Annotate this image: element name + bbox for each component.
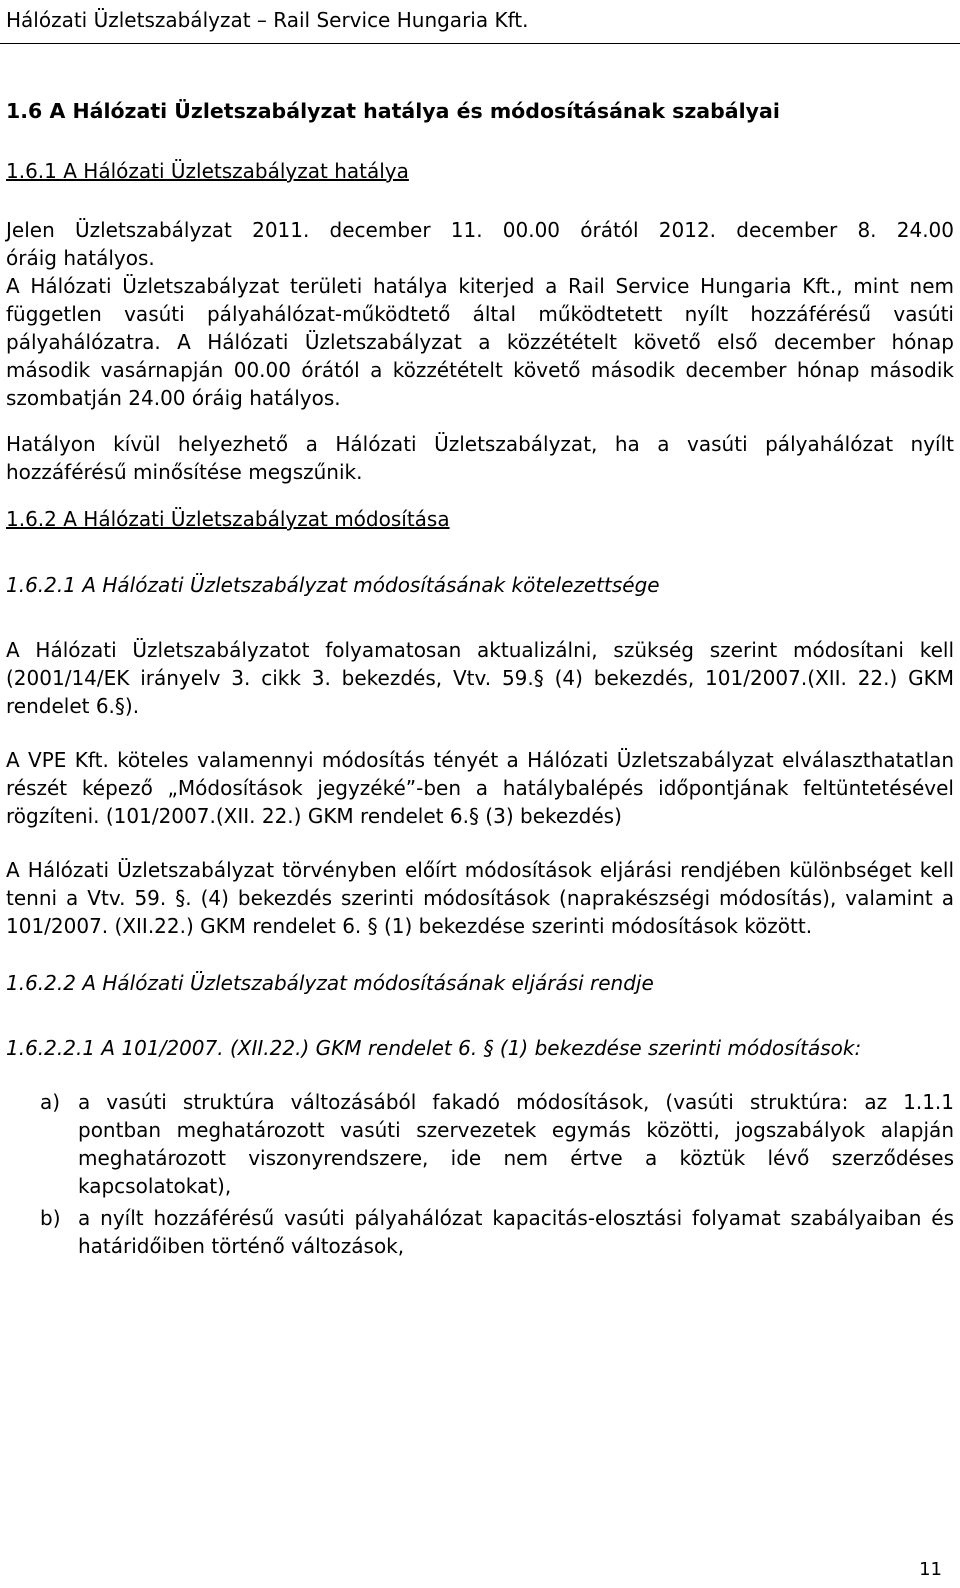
list-item	[6, 1204, 954, 1260]
list-marker: a)	[40, 1090, 61, 1114]
page-number: 11	[919, 1559, 942, 1580]
section-heading-1-6-2-1: 1.6.2.1 A Hálózati Üzletszabályzat módosításának kötelezettsége	[6, 573, 660, 597]
list-item	[6, 1088, 954, 1200]
section-heading-1-6: 1.6 A Hálózati Üzletszabályzat hatálya és módosításának szabályai	[6, 99, 780, 123]
list-item-text: a vasúti struktúra változásából fakadó módosítások, (vasúti struktúra: az 1.1.1 pontban meghatározott vasúti szervezetek egymás közötti, jogszabályok alapján meghatározott viszonyrendszere, ide nem értve a köztük lévő szerződéses kapcsolatokat),	[78, 1090, 954, 1198]
document-body	[6, 86, 954, 1264]
list-item-text: a nyílt hozzáférésű vasúti pályahálózat kapacitás-elosztási folyamat szabályaiban és határidőiben történő változások,	[78, 1206, 954, 1258]
amendment-types-list	[6, 1088, 954, 1260]
validity-line-1: Jelen Üzletszabályzat 2011. december 11. 00.00 órától 2012. december 8. 24.00	[6, 218, 954, 242]
section-heading-1-6-2-2: 1.6.2.2 A Hálózati Üzletszabályzat módosításának eljárási rendje	[6, 971, 654, 995]
section-heading-1-6-1: 1.6.1 A Hálózati Üzletszabályzat hatálya	[6, 159, 409, 183]
amendment-registry-paragraph: A VPE Kft. köteles valamennyi módosítás tényét a Hálózati Üzletszabályzat elválaszthatatlan részét képező „Módosítások jegyzéké”-ben a hatálybalépés időpontjának feltüntetésével rögzíteni. (101/2007.(XII. 22.) GKM rendelet 6.§ (3) bekezdés)	[6, 748, 954, 828]
section-heading-1-6-2: 1.6.2 A Hálózati Üzletszabályzat módosítása	[6, 507, 450, 531]
validity-line-2: óráig hatályos.	[6, 246, 155, 270]
amendment-distinction-paragraph: A Hálózati Üzletszabályzat törvényben előírt módosítások eljárási rendjében különbséget kell tenni a Vtv. 59. §. (4) bekezdés szerinti módosítások (naprakészségi módosítás), valamint a 101/2007. (XII.22.) GKM rendelet 6. § (1) bekezdése szerinti módosítások között.	[6, 858, 954, 938]
list-marker: b)	[40, 1206, 61, 1230]
amendment-obligation-paragraph: A Hálózati Üzletszabályzatot folyamatosan aktualizálni, szükség szerint módosítani kell (2001/14/EK irányelv 3. cikk 3. bekezdés, Vtv. 59.§ (4) bekezdés, 101/2007.(XII. 22.) GKM rendelet 6.§).	[6, 638, 954, 718]
running-header: Hálózati Üzletszabályzat – Rail Service Hungaria Kft.	[0, 0, 960, 44]
revocation-paragraph: Hatályon kívül helyezhető a Hálózati Üzletszabályzat, ha a vasúti pályahálózat nyílt hozzáférésű minősítése megszűnik.	[6, 432, 954, 484]
territorial-scope-paragraph: A Hálózati Üzletszabályzat területi hatálya kiterjed a Rail Service Hungaria Kft., mint nem független vasúti pályahálózat-működtető által működtetett nyílt hozzáférésű vasúti pályahálózatra. A Hálózati Üzletszabályzat a közzétételt követő első december hónap második vasárnapján 00.00 órától a közzétételt követő második december hónap második szombatján 24.00 óráig hatályos.	[6, 274, 954, 410]
section-heading-1-6-2-2-1: 1.6.2.2.1 A 101/2007. (XII.22.) GKM rendelet 6. § (1) bekezdése szerinti módosítások:	[6, 1036, 862, 1060]
